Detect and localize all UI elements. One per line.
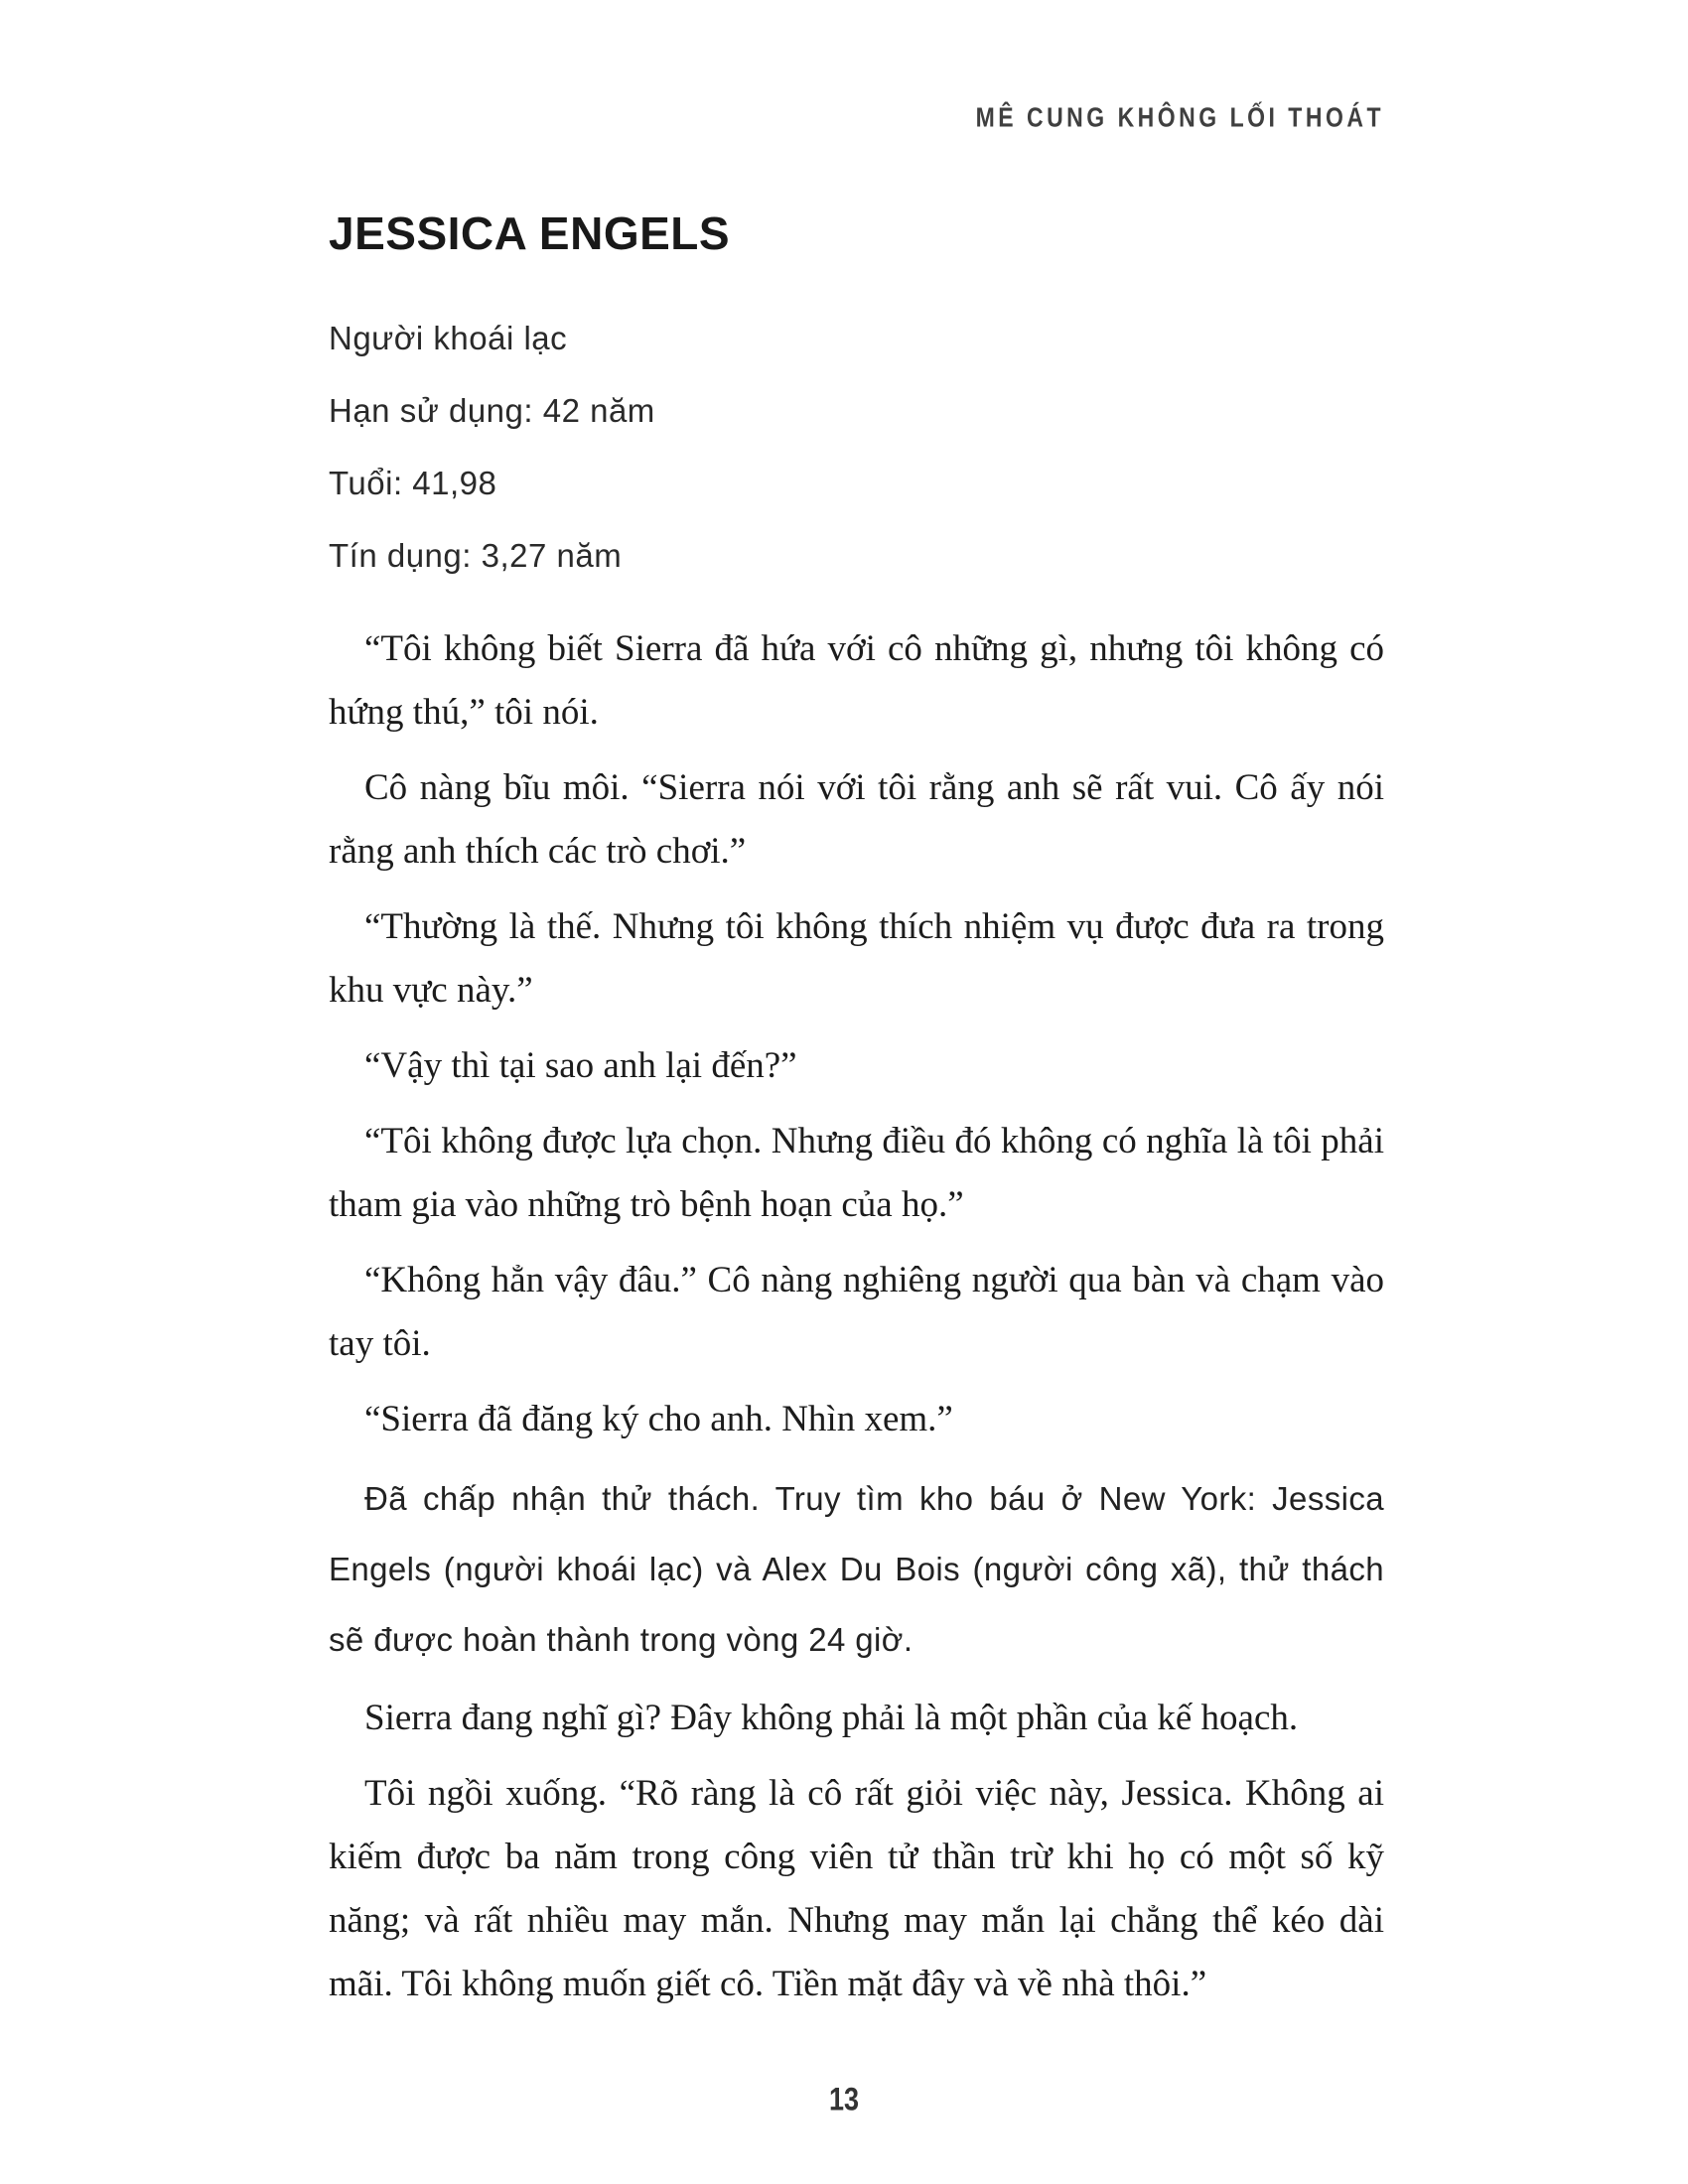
profile-name-heading: JESSICA ENGELS	[329, 207, 731, 259]
paragraph: “Tôi không được lựa chọn. Nhưng điều đó không có nghĩa là tôi phải tham gia vào những trò bệnh hoạn của họ.”	[329, 1121, 1384, 1225]
paragraph: “Thường là thế. Nhưng tôi không thích nhiệm vụ được đưa ra trong khu vực này.”	[329, 906, 1384, 1011]
paragraph: Tôi ngồi xuống. “Rõ ràng là cô rất giỏi việc này, Jessica. Không ai kiếm được ba năm trong công viên tử thần trừ khi họ có một số kỹ năng; và rất nhiều may mắn. Nhưng may mắn lại chẳng thể kéo dài mãi. Tôi không muốn giết cô. Tiền mặt đây và về nhà thôi.”	[329, 1773, 1384, 2004]
profile-stat-line: Hạn sử dụng: 42 năm	[329, 392, 655, 429]
running-header: MÊ CUNG KHÔNG LỐI THOÁT	[975, 101, 1384, 133]
paragraph: “Sierra đã đăng ký cho anh. Nhìn xem.”	[364, 1399, 953, 1439]
paragraph: Đã chấp nhận thử thách. Truy tìm kho báu ở New York: Jessica Engels (người khoái lạc) và Alex Du Bois (người công xã), thử thách sẽ được hoàn thành trong vòng 24 giờ.	[329, 1480, 1384, 1658]
profile-stat-line: Tuổi: 41,98	[329, 465, 497, 501]
paragraph: “Không hẳn vậy đâu.” Cô nàng nghiêng người qua bàn và chạm vào tay tôi.	[329, 1260, 1384, 1364]
paragraph: “Vậy thì tại sao anh lại đến?”	[364, 1045, 797, 1086]
profile-stats	[329, 302, 1384, 592]
profile-stat-line: Người khoái lạc	[329, 320, 568, 356]
body-text	[329, 617, 1384, 2016]
profile-stat-line: Tín dụng: 3,27 năm	[329, 537, 623, 574]
paragraph: Cô nàng bĩu môi. “Sierra nói với tôi rằng anh sẽ rất vui. Cô ấy nói rằng anh thích các trò chơi.”	[329, 767, 1384, 872]
page-number: 13	[828, 2081, 860, 2117]
paragraph: Sierra đang nghĩ gì? Đây không phải là một phần của kế hoạch.	[364, 1698, 1299, 1738]
page-content	[329, 206, 1384, 2028]
paragraph: “Tôi không biết Sierra đã hứa với cô những gì, nhưng tôi không có hứng thú,” tôi nói.	[329, 628, 1384, 733]
